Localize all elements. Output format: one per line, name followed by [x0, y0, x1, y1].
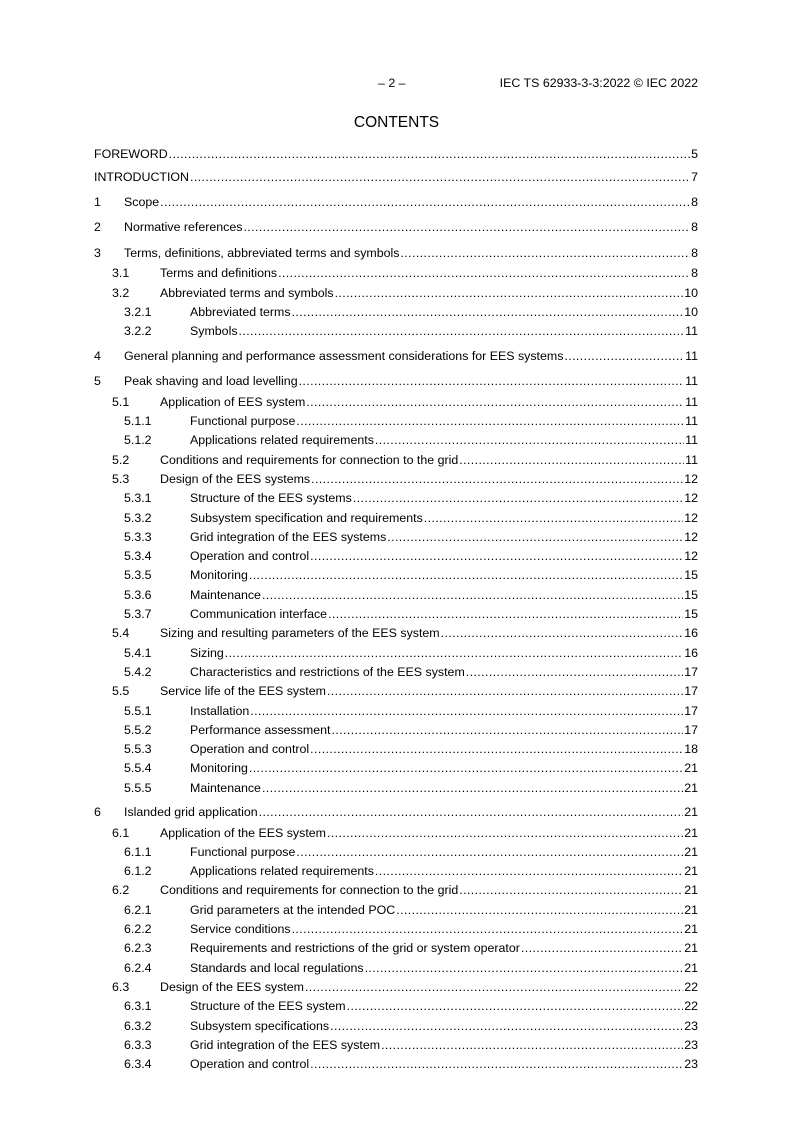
toc-leader-dots — [521, 939, 683, 958]
toc-section-number: 5.3.7 — [124, 607, 152, 622]
toc-page-number: 12 — [684, 549, 698, 564]
toc-section-number: 6.3.3 — [124, 1037, 152, 1052]
toc-entry[interactable] — [94, 322, 698, 341]
toc-entry[interactable] — [94, 412, 698, 431]
toc-section-title: Conditions and requirements for connection to the grid — [160, 883, 459, 898]
toc-section-number: 6.1.2 — [124, 864, 152, 879]
toc-leader-dots — [441, 624, 684, 643]
toc-entry[interactable] — [94, 1055, 698, 1074]
toc-leader-dots — [459, 881, 683, 900]
toc-section-number: 5.5.5 — [124, 780, 152, 795]
toc-entry[interactable] — [94, 217, 698, 239]
toc-page-number: 17 — [684, 664, 698, 679]
toc-section-number: 6.2.1 — [124, 902, 152, 917]
toc-page-number: 23 — [684, 1057, 698, 1072]
toc-section-number: 6.3.1 — [124, 999, 152, 1014]
toc-leader-dots — [375, 431, 684, 450]
toc-section-number: 5.4.2 — [124, 664, 152, 679]
toc-section-title: Maintenance — [190, 587, 261, 602]
toc-leader-dots — [306, 393, 684, 412]
toc-entry[interactable] — [94, 624, 698, 643]
toc-leader-dots — [375, 862, 683, 881]
toc-section-title: Peak shaving and load levelling — [124, 374, 298, 389]
toc-page-number: 16 — [684, 645, 698, 660]
toc-section-number: 5.1.2 — [124, 433, 152, 448]
toc-section-number: 3 — [94, 245, 101, 260]
toc-entry[interactable] — [94, 843, 698, 862]
toc-entry[interactable] — [94, 547, 698, 566]
toc-section-number: 5.3.4 — [124, 549, 152, 564]
toc-leader-dots — [400, 243, 690, 265]
toc-leader-dots — [249, 759, 683, 778]
toc-section-title: Functional purpose — [190, 414, 296, 429]
toc-page-number: 17 — [684, 722, 698, 737]
toc-entry[interactable] — [94, 451, 698, 470]
toc-entry[interactable] — [94, 489, 698, 508]
toc-page-number: 21 — [684, 780, 698, 795]
toc-page-number: 16 — [684, 626, 698, 641]
toc-page-number: 17 — [684, 684, 698, 699]
toc-section-number: 1 — [94, 194, 101, 209]
toc-section-title: Grid integration of the EES systems — [190, 529, 387, 544]
toc-page-number: 15 — [684, 568, 698, 583]
toc-page-number: 21 — [684, 804, 698, 819]
toc-entry[interactable] — [94, 721, 698, 740]
toc-entry[interactable] — [94, 192, 698, 214]
toc-page-number: 17 — [684, 703, 698, 718]
toc-entry[interactable] — [94, 997, 698, 1016]
toc-section-title: Operation and control — [190, 742, 310, 757]
toc-entry[interactable] — [94, 566, 698, 585]
toc-entry[interactable] — [94, 509, 698, 528]
page-title: CONTENTS — [353, 114, 440, 131]
toc-section-title: Communication interface — [190, 607, 328, 622]
toc-section-number: 5 — [94, 374, 101, 389]
toc-section-title: Characteristics and restrictions of the EES system — [190, 664, 465, 679]
toc-section-number: 2 — [94, 220, 101, 235]
toc-entry[interactable] — [94, 371, 698, 393]
toc-leader-dots — [249, 566, 683, 585]
toc-section-title: General planning and performance assessment considerations for EES systems — [124, 348, 564, 363]
toc-page-number: 21 — [684, 844, 698, 859]
toc-leader-dots — [330, 1017, 683, 1036]
toc-page-number: 11 — [685, 324, 698, 339]
toc-section-title: Performance assessment — [190, 722, 331, 737]
toc-section-title: Terms, definitions, abbreviated terms and symbols — [124, 245, 400, 260]
toc-section-number: 5.4 — [112, 626, 130, 641]
toc-page-number: 10 — [684, 285, 698, 300]
toc-section-title: Installation — [190, 703, 250, 718]
toc-entry[interactable] — [94, 959, 698, 978]
toc-section-number: 5.3.5 — [124, 568, 152, 583]
toc-section-title: Grid integration of the EES system — [190, 1037, 381, 1052]
toc-section-title: Symbols — [190, 324, 238, 339]
toc-section-number: 5.5.1 — [124, 703, 152, 718]
toc-section-number: 5.3.6 — [124, 587, 152, 602]
toc-section-title: Subsystem specifications — [190, 1018, 330, 1033]
toc-leader-dots — [296, 412, 684, 431]
toc-section-title: Application of the EES system — [160, 825, 326, 840]
toc-section-title: INTRODUCTION — [94, 170, 189, 185]
toc-section-number: 6.3.2 — [124, 1018, 152, 1033]
toc-leader-dots — [396, 901, 683, 920]
toc-leader-dots — [327, 682, 683, 701]
toc-leader-dots — [225, 644, 683, 663]
toc-page-number: 21 — [684, 902, 698, 917]
toc-leader-dots — [239, 322, 685, 341]
toc-entry[interactable] — [94, 1017, 698, 1036]
toc-leader-dots — [381, 1036, 683, 1055]
toc-leader-dots — [305, 978, 683, 997]
toc-leader-dots — [262, 779, 683, 798]
toc-entry[interactable] — [94, 740, 698, 759]
toc-entry[interactable] — [94, 605, 698, 624]
toc-section-number: 5.5.4 — [124, 761, 152, 776]
toc-entry[interactable] — [94, 586, 698, 605]
toc-leader-dots — [459, 451, 684, 470]
toc-section-title: Scope — [124, 194, 160, 209]
toc-leader-dots — [169, 145, 690, 164]
toc-page-number: 11 — [685, 433, 698, 448]
toc-page-number: 12 — [684, 491, 698, 506]
toc-page-number: 8 — [691, 266, 698, 281]
toc-entry[interactable] — [94, 431, 698, 450]
toc-entry[interactable] — [94, 779, 698, 798]
toc-entry[interactable] — [94, 284, 698, 303]
page-header — [0, 76, 793, 92]
toc-page-number: 21 — [684, 941, 698, 956]
toc-entry[interactable] — [94, 939, 698, 958]
toc-section-title: Requirements and restrictions of the grid or system operator — [190, 941, 520, 956]
toc-entry[interactable] — [94, 824, 698, 843]
toc-page-number: 12 — [684, 471, 698, 486]
toc-page-number: 12 — [684, 529, 698, 544]
toc-page-number: 11 — [685, 348, 698, 363]
toc-section-number: 3.2.2 — [124, 324, 152, 339]
toc-section-title: FOREWORD — [94, 147, 168, 161]
toc-page-number: 21 — [684, 864, 698, 879]
toc-page-number: 11 — [685, 374, 698, 389]
toc-page-number: 21 — [684, 922, 698, 937]
toc-entry[interactable] — [94, 393, 698, 412]
toc-section-title: Service conditions — [190, 922, 291, 937]
toc-section-number: 5.2 — [112, 452, 130, 467]
toc-leader-dots — [310, 547, 683, 566]
toc-leader-dots — [564, 346, 684, 368]
toc-leader-dots — [310, 740, 683, 759]
toc-page-number: 23 — [684, 1018, 698, 1033]
toc-page-number: 15 — [684, 587, 698, 602]
toc-leader-dots — [331, 721, 683, 740]
toc-entry[interactable] — [94, 528, 698, 547]
toc-entry[interactable] — [94, 303, 698, 322]
toc-section-number: 5.5.2 — [124, 722, 152, 737]
toc-entry[interactable] — [94, 759, 698, 778]
toc-section-title: Subsystem specification and requirements — [190, 510, 423, 525]
toc-entry[interactable] — [94, 145, 698, 164]
toc-entry[interactable] — [94, 802, 698, 824]
toc-page-number: 21 — [684, 960, 698, 975]
toc-section-title: Conditions and requirements for connection to the grid — [160, 452, 459, 467]
toc-page-number: 5 — [691, 147, 698, 161]
toc-leader-dots — [335, 284, 684, 303]
toc-section-number: 6.2.4 — [124, 960, 152, 975]
toc-section-title: Operation and control — [190, 1057, 310, 1072]
toc-page-number: 7 — [691, 170, 698, 185]
toc-page-number: 12 — [684, 510, 698, 525]
toc-section-title: Structure of the EES systems — [190, 491, 352, 506]
toc-page-number: 22 — [684, 979, 698, 994]
toc-section-number: 5.5 — [112, 684, 130, 699]
toc-section-title: Applications related requirements — [190, 864, 374, 879]
toc-section-number: 6.2.3 — [124, 941, 152, 956]
toc-section-number: 6.3 — [112, 979, 130, 994]
toc-leader-dots — [243, 217, 690, 239]
toc-page-number: 8 — [691, 194, 698, 209]
toc-leader-dots — [299, 371, 685, 393]
toc-entry[interactable] — [94, 862, 698, 881]
toc-entry[interactable] — [94, 470, 698, 489]
toc-section-title: Monitoring — [190, 761, 248, 776]
toc-section-title: Abbreviated terms — [190, 304, 291, 319]
toc-section-number: 3.1 — [112, 266, 130, 281]
toc-leader-dots — [296, 843, 683, 862]
toc-section-number: 5.4.1 — [124, 645, 152, 660]
toc-leader-dots — [327, 824, 683, 843]
toc-section-number: 5.1 — [112, 394, 130, 409]
toc-section-number: 5.5.3 — [124, 742, 152, 757]
toc-leader-dots — [387, 528, 683, 547]
toc-section-title: Monitoring — [190, 568, 248, 583]
toc-entry[interactable] — [94, 663, 698, 682]
toc-section-title: Normative references — [124, 220, 243, 235]
toc-entry[interactable] — [94, 901, 698, 920]
toc-entry[interactable] — [94, 346, 698, 368]
toc-leader-dots — [262, 586, 683, 605]
toc-page-number: 18 — [684, 742, 698, 757]
standard-designation: IEC TS 62933-3-3:2022 © IEC 2022 — [499, 76, 698, 90]
toc-leader-dots — [278, 264, 690, 283]
toc-leader-dots — [160, 192, 690, 214]
toc-leader-dots — [250, 702, 683, 721]
toc-leader-dots — [353, 489, 683, 508]
toc-section-title: Functional purpose — [190, 844, 296, 859]
toc-section-title: Sizing and resulting parameters of the EES system — [160, 626, 440, 641]
toc-entry[interactable] — [94, 702, 698, 721]
toc-section-number: 5.1.1 — [124, 414, 152, 429]
toc-leader-dots — [292, 303, 684, 322]
toc-leader-dots — [259, 802, 684, 824]
toc-section-title: Abbreviated terms and symbols — [160, 285, 334, 300]
toc-section-number: 5.3.2 — [124, 510, 152, 525]
toc-entry[interactable] — [94, 644, 698, 663]
toc-leader-dots — [347, 997, 684, 1016]
toc-section-title: Islanded grid application — [124, 804, 258, 819]
toc-section-number: 3.2.1 — [124, 304, 152, 319]
toc-section-number: 4 — [94, 348, 101, 363]
toc-section-title: Maintenance — [190, 780, 261, 795]
toc-entry[interactable] — [94, 168, 698, 187]
toc-section-title: Operation and control — [190, 549, 310, 564]
toc-page-number: 21 — [684, 761, 698, 776]
table-of-contents — [94, 145, 698, 1074]
toc-entry[interactable] — [94, 264, 698, 283]
toc-page-number: 10 — [684, 304, 698, 319]
toc-section-number: 3.2 — [112, 285, 130, 300]
toc-page-number: 8 — [691, 220, 698, 235]
toc-section-number: 6.1 — [112, 825, 130, 840]
toc-section-number: 6.3.4 — [124, 1057, 152, 1072]
toc-leader-dots — [424, 509, 683, 528]
toc-section-number: 5.3.3 — [124, 529, 152, 544]
toc-section-title: Service life of the EES system — [160, 684, 326, 699]
toc-page-number: 21 — [684, 883, 698, 898]
toc-section-title: Design of the EES systems — [160, 471, 311, 486]
toc-page-number: 11 — [685, 394, 698, 409]
toc-section-title: Grid parameters at the intended POC — [190, 902, 396, 917]
toc-entry[interactable] — [94, 920, 698, 939]
toc-section-number: 6.2.2 — [124, 922, 152, 937]
toc-section-number: 5.3 — [112, 471, 130, 486]
toc-section-number: 6.1.1 — [124, 844, 152, 859]
toc-page-number: 23 — [684, 1037, 698, 1052]
toc-section-title: Structure of the EES system — [190, 999, 346, 1014]
toc-page-number: 11 — [685, 452, 698, 467]
toc-entry[interactable] — [94, 881, 698, 900]
toc-page-number: 11 — [685, 414, 698, 429]
toc-section-number: 6 — [94, 804, 101, 819]
toc-leader-dots — [328, 605, 683, 624]
toc-page-number: 8 — [691, 245, 698, 260]
toc-page-number: 15 — [684, 607, 698, 622]
toc-page-number: 22 — [684, 999, 698, 1014]
toc-section-title: Design of the EES system — [160, 979, 304, 994]
toc-leader-dots — [311, 470, 683, 489]
toc-entry[interactable] — [94, 243, 698, 265]
toc-section-title: Application of EES system — [160, 394, 306, 409]
toc-section-title: Standards and local regulations — [190, 960, 364, 975]
toc-leader-dots — [466, 663, 683, 682]
toc-section-title: Sizing — [190, 645, 224, 660]
toc-entry[interactable] — [94, 978, 698, 997]
toc-section-number: 6.2 — [112, 883, 130, 898]
toc-entry[interactable] — [94, 1036, 698, 1055]
toc-entry[interactable] — [94, 682, 698, 701]
toc-leader-dots — [292, 920, 684, 939]
page-number: – 2 – — [378, 76, 406, 90]
toc-section-number: 5.3.1 — [124, 491, 152, 506]
toc-section-title: Terms and definitions — [160, 266, 278, 281]
toc-leader-dots — [365, 959, 684, 978]
toc-section-title: Applications related requirements — [190, 433, 374, 448]
toc-page-number: 21 — [684, 825, 698, 840]
toc-leader-dots — [190, 168, 690, 187]
toc-leader-dots — [310, 1055, 683, 1074]
